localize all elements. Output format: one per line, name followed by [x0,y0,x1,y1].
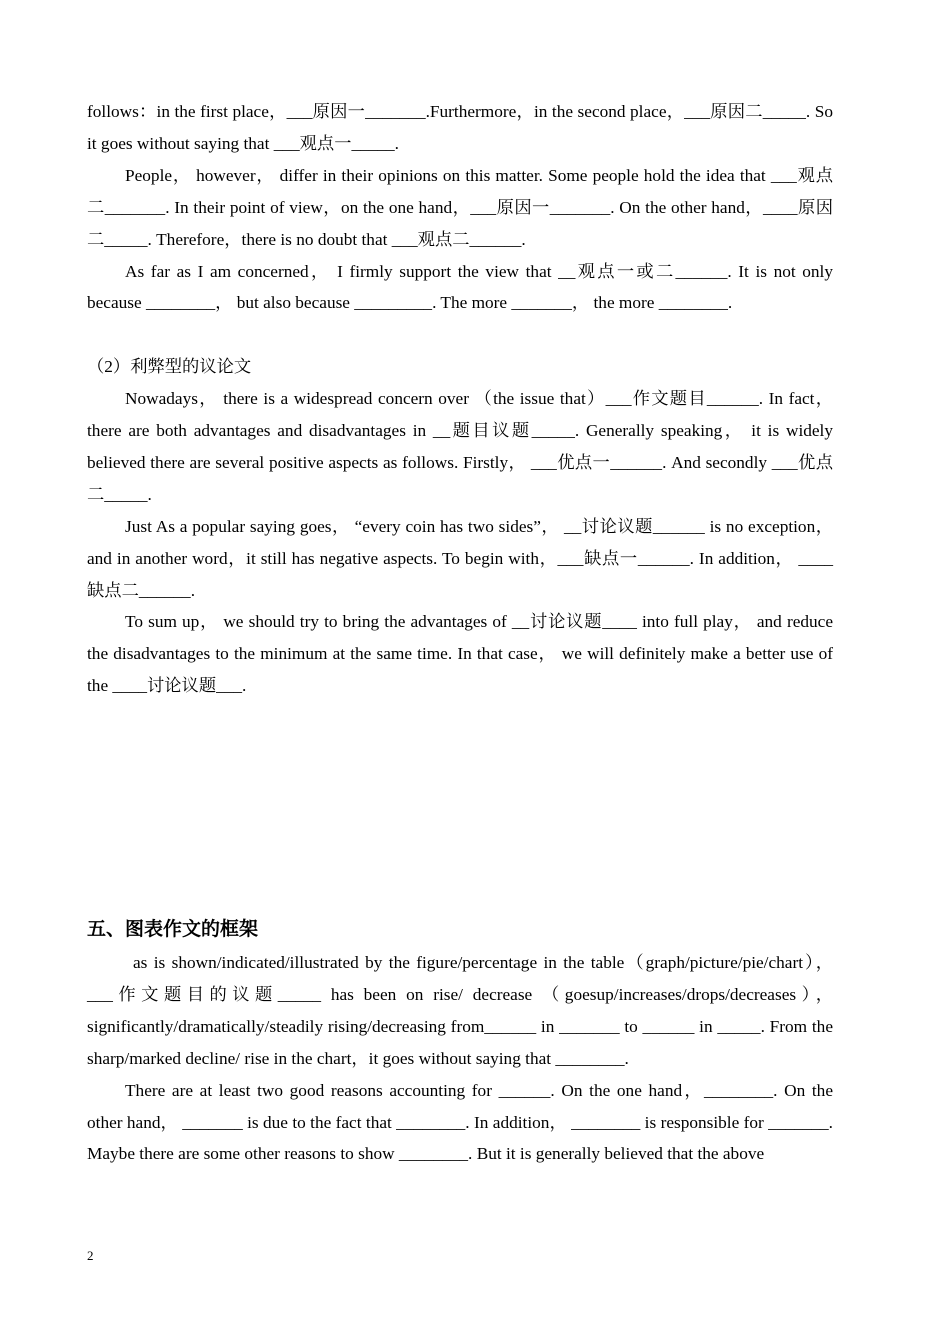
section-title-chart-essay: 五、图表作文的框架 [87,918,259,940]
paragraph-popular-saying: Just As a popular saying goes， “every coin has two sides”， __讨论议题______ is no exception，and in another word，it still has negative aspects. To begin with，___缺点一______. In addition， ____缺点二______. [87,516,833,600]
paragraph-as-is-shown: as is shown/indicated/illustrated by the figure/percentage in the table（graph/picture/pie/chart）， ___作文题目的议题_____ has been on rise/ decrease （goesup/increases/drops/decreases）， significantly/dramatically/steadily rising/decreasing from______ in _______ to ______ in _____. From the sharp/marked decline/ rise in the chart，it goes without saying that ________. [87,953,833,1068]
paragraph-people-differ: People， however， differ in their opinions on this matter. Some people hold the idea that ___观点二_______. In their point of view，on the one hand，___原因一_______. On the other hand，____原因二_____. Therefore，there is no doubt that ___观点二______. [87,165,833,249]
subheading-pros-cons: （2）利弊型的议论文 [87,357,252,377]
paragraph-nowadays: Nowadays， there is a widespread concern over （the issue that）___作文题目______. In fact， there are both advantages and disadvantages in __题目议题_____. Generally speaking， it is widely believed there are several positive aspects as follows. Firstly， ___优点一______. And secondly ___优点二_____. [87,389,833,504]
chart-essay-body [87,947,833,1170]
paragraph-reasons: There are at least two good reasons accounting for ______. On the one hand，________. On the other hand， _______ is due to the fact that ________. In addition， ________ is responsible for _______. Maybe there are some other reasons to show ________. But it is generally believed that the above [87,1080,833,1164]
paragraph-continuation: follows：in the first place，___原因一_______.Furthermore，in the second place，___原因二_____. So it goes without saying that ___观点一_____. [87,102,833,153]
paragraph-sum-up: To sum up， we should try to bring the advantages of __讨论议题____ into full play， and reduce the disadvantages to the minimum at the same time. In that case， we will definitely make a better use of the ____讨论议题___. [87,612,833,696]
argument-essay-body [87,96,833,702]
page-number: 2 [87,1248,94,1263]
paragraph-as-far-as: As far as I am concerned， I firmly support the view that __观点一或二______. It is not only because ________， but also because _________. The more _______， the more ________. [87,261,833,313]
